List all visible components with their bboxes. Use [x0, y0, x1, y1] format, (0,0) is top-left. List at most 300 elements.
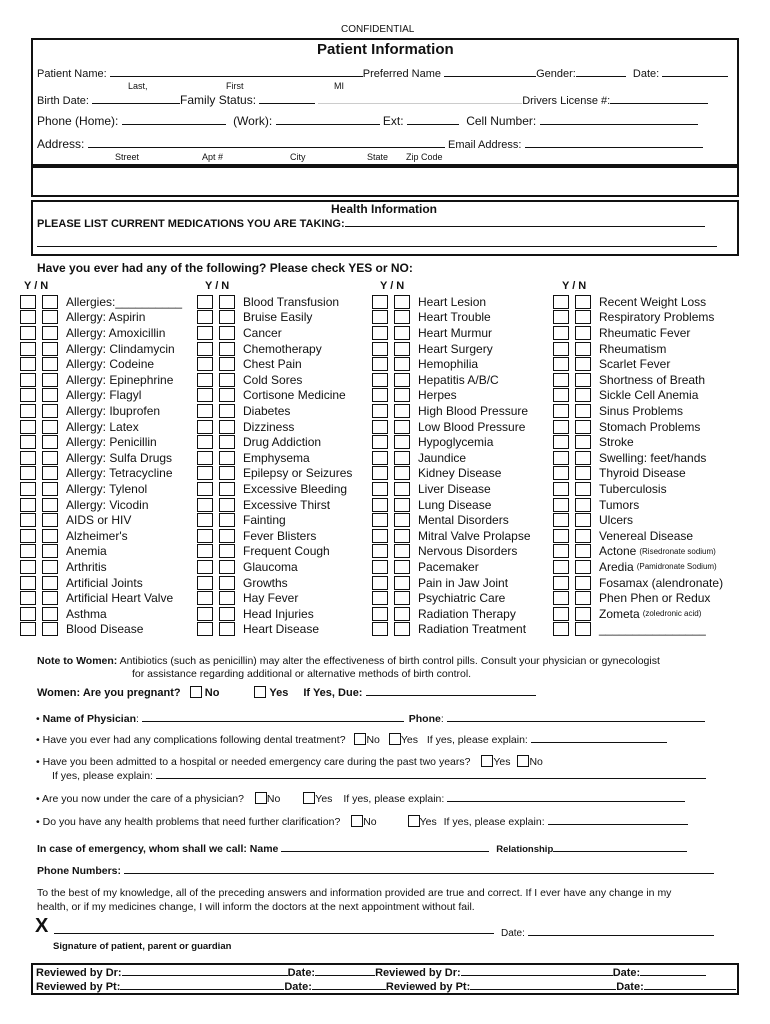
yes-checkbox[interactable]: [553, 466, 569, 480]
condition-label: Actone: [599, 544, 637, 559]
q1-explain-field[interactable]: [531, 733, 667, 743]
yes-checkbox[interactable]: [197, 529, 213, 543]
no-checkbox[interactable]: [219, 622, 235, 636]
yes-checkbox[interactable]: [20, 404, 36, 418]
review-dr2-date-field[interactable]: [640, 966, 706, 976]
drivers-license-field[interactable]: [610, 94, 708, 104]
no-checkbox[interactable]: [42, 295, 58, 309]
yes-checkbox[interactable]: [372, 560, 388, 574]
condition-label: Heart Lesion: [418, 294, 487, 309]
condition-label: Artificial Joints: [66, 575, 143, 590]
no-checkbox[interactable]: [219, 435, 235, 449]
no-checkbox[interactable]: [575, 310, 591, 324]
no-checkbox[interactable]: [219, 373, 235, 387]
yes-checkbox[interactable]: [20, 622, 36, 636]
address-row: [37, 137, 703, 151]
no-checkbox[interactable]: [394, 420, 410, 434]
signature-date-field[interactable]: [528, 926, 714, 936]
no-checkbox[interactable]: [394, 560, 410, 574]
no-checkbox[interactable]: [219, 451, 235, 465]
condition-row: [372, 512, 509, 528]
condition-label: Bruise Easily: [243, 310, 313, 325]
review-pt-field[interactable]: [120, 980, 284, 990]
q2-no-checkbox[interactable]: [517, 755, 529, 767]
condition-label: Mental Disorders: [418, 513, 509, 528]
yes-checkbox[interactable]: [20, 388, 36, 402]
yes-checkbox[interactable]: [197, 560, 213, 574]
no-checkbox[interactable]: [394, 591, 410, 605]
no-checkbox[interactable]: [219, 388, 235, 402]
emergency-row: [37, 842, 687, 855]
no-checkbox[interactable]: [42, 466, 58, 480]
yes-checkbox[interactable]: [372, 591, 388, 605]
yes-checkbox[interactable]: [372, 466, 388, 480]
physician-phone-field[interactable]: [447, 712, 705, 722]
yes-checkbox[interactable]: [197, 342, 213, 356]
condition-label: Lung Disease: [418, 497, 492, 512]
no-checkbox[interactable]: [394, 466, 410, 480]
no-checkbox[interactable]: [575, 622, 591, 636]
condition-label: Head Injuries: [243, 606, 314, 621]
condition-label: Nervous Disorders: [418, 544, 518, 559]
no-checkbox[interactable]: [575, 404, 591, 418]
yes-checkbox[interactable]: [553, 576, 569, 590]
no-checkbox[interactable]: [219, 591, 235, 605]
physician-field[interactable]: [142, 712, 404, 722]
no-checkbox[interactable]: [575, 498, 591, 512]
yes-checkbox[interactable]: [20, 482, 36, 496]
q3-no-checkbox[interactable]: [255, 792, 267, 804]
no-checkbox[interactable]: [575, 451, 591, 465]
signature-x: X: [35, 915, 49, 937]
no-checkbox[interactable]: [575, 295, 591, 309]
yes-checkbox[interactable]: [553, 357, 569, 371]
no-checkbox[interactable]: [219, 310, 235, 324]
no-checkbox[interactable]: [42, 342, 58, 356]
no-checkbox[interactable]: [219, 342, 235, 356]
yes-checkbox[interactable]: [20, 529, 36, 543]
yes-checkbox[interactable]: [372, 310, 388, 324]
yes-checkbox[interactable]: [372, 482, 388, 496]
no-checkbox[interactable]: [219, 544, 235, 558]
yes-checkbox[interactable]: [197, 513, 213, 527]
yes-checkbox[interactable]: [372, 342, 388, 356]
yes-checkbox[interactable]: [20, 373, 36, 387]
q4-explain-field[interactable]: [548, 815, 688, 825]
q1-text: Have you ever had any complications following dental treatment?: [42, 734, 346, 746]
no-checkbox[interactable]: [42, 544, 58, 558]
condition-label: Allergy: Clindamycin: [66, 341, 175, 356]
yes-checkbox[interactable]: [197, 544, 213, 558]
condition-row: [553, 434, 634, 450]
no-checkbox[interactable]: [42, 529, 58, 543]
q3-yes-checkbox[interactable]: [303, 792, 315, 804]
condition-label: Respiratory Problems: [599, 310, 715, 325]
yes-checkbox[interactable]: [20, 435, 36, 449]
review-pt2-field[interactable]: [470, 980, 616, 990]
yes-checkbox[interactable]: [553, 404, 569, 418]
q1-no-checkbox[interactable]: [354, 733, 366, 745]
review-dr-label: Reviewed by Dr:: [36, 967, 122, 979]
no-checkbox[interactable]: [42, 357, 58, 371]
condition-row: [372, 590, 505, 606]
no-checkbox[interactable]: [575, 560, 591, 574]
condition-row: [197, 341, 322, 357]
yes-checkbox[interactable]: [197, 498, 213, 512]
no-checkbox[interactable]: [219, 576, 235, 590]
condition-row: [372, 481, 491, 497]
condition-row: [372, 419, 525, 435]
yes-checkbox[interactable]: [553, 435, 569, 449]
relationship-field[interactable]: [553, 842, 687, 852]
yes-checkbox[interactable]: [20, 591, 36, 605]
no-checkbox[interactable]: [42, 513, 58, 527]
patient-name-row: [37, 67, 728, 80]
condition-row: [372, 403, 528, 419]
no-checkbox[interactable]: [219, 326, 235, 340]
phone-numbers-row: [37, 864, 714, 877]
birth-date-field[interactable]: [92, 94, 180, 104]
review-dr2-field[interactable]: [461, 966, 613, 976]
emergency-label: In case of emergency, whom shall we call: Name: [37, 843, 279, 855]
date-field[interactable]: [662, 67, 728, 77]
yes-checkbox[interactable]: [553, 295, 569, 309]
condition-row: [553, 356, 670, 372]
drivers-license-label: Drivers License #:: [522, 95, 611, 107]
yes-checkbox[interactable]: [372, 529, 388, 543]
condition-label: Excessive Bleeding: [243, 481, 348, 496]
no-checkbox[interactable]: [575, 544, 591, 558]
yes-checkbox[interactable]: [553, 482, 569, 496]
preferred-name-field[interactable]: [444, 67, 536, 77]
no-checkbox[interactable]: [575, 591, 591, 605]
no-checkbox[interactable]: [575, 326, 591, 340]
yes-checkbox[interactable]: [372, 420, 388, 434]
no-checkbox[interactable]: [42, 622, 58, 636]
bullet-icon: •: [36, 734, 40, 746]
no-checkbox[interactable]: [575, 357, 591, 371]
first-sub: First: [226, 81, 244, 91]
no-checkbox[interactable]: [42, 388, 58, 402]
ext-field[interactable]: [407, 115, 459, 125]
no-checkbox[interactable]: [394, 498, 410, 512]
yes-checkbox[interactable]: [20, 451, 36, 465]
yes-checkbox[interactable]: [372, 326, 388, 340]
no-checkbox[interactable]: [219, 529, 235, 543]
condition-label: Pacemaker: [418, 559, 479, 574]
no-checkbox[interactable]: [575, 482, 591, 496]
no-checkbox[interactable]: [575, 342, 591, 356]
condition-label: Blood Transfusion: [243, 294, 340, 309]
condition-row: [20, 559, 107, 575]
no-checkbox[interactable]: [575, 373, 591, 387]
medications-field[interactable]: [345, 217, 705, 227]
no-checkbox[interactable]: [394, 373, 410, 387]
yes-checkbox[interactable]: [197, 482, 213, 496]
condition-row: [197, 544, 330, 560]
condition-label: Tumors: [599, 497, 640, 512]
condition-label: Rheumatic Fever: [599, 325, 691, 340]
yes-checkbox[interactable]: [553, 529, 569, 543]
condition-label: Allergy: Penicillin: [66, 435, 157, 450]
no-checkbox[interactable]: [394, 576, 410, 590]
q3-text: Are you now under the care of a physician?: [42, 793, 244, 805]
cell-label: Cell Number:: [466, 114, 537, 128]
gender-field[interactable]: [576, 67, 626, 77]
condition-row: [553, 466, 686, 482]
yes-checkbox[interactable]: [372, 513, 388, 527]
signature-label: Signature of patient, parent or guardian: [53, 941, 232, 952]
phone-numbers-field[interactable]: [124, 864, 714, 874]
yes-checkbox[interactable]: [197, 451, 213, 465]
yes-checkbox[interactable]: [20, 420, 36, 434]
no-checkbox[interactable]: [575, 388, 591, 402]
review-pt2-label: Reviewed by Pt:: [385, 981, 471, 993]
condition-row: [553, 481, 667, 497]
review-pt-label: Reviewed by Pt:: [36, 981, 121, 993]
q1-yes-checkbox[interactable]: [389, 733, 401, 745]
yes-checkbox[interactable]: [197, 576, 213, 590]
yes-checkbox[interactable]: [197, 388, 213, 402]
state-sub: State: [367, 152, 389, 162]
q3-explain-field[interactable]: [447, 792, 685, 802]
no-checkbox[interactable]: [394, 326, 410, 340]
condition-label: Cancer: [243, 325, 282, 340]
yes-checkbox[interactable]: [20, 607, 36, 621]
condition-label: Chest Pain: [243, 357, 302, 372]
yes-checkbox[interactable]: [197, 373, 213, 387]
signature-date-row: [501, 926, 714, 939]
no-checkbox[interactable]: [219, 466, 235, 480]
yes-checkbox[interactable]: [372, 388, 388, 402]
condition-row: [372, 388, 457, 404]
cell-field[interactable]: [540, 115, 698, 125]
no-checkbox[interactable]: [394, 544, 410, 558]
no-checkbox[interactable]: [394, 607, 410, 621]
q2-row: [36, 755, 543, 768]
no-checkbox[interactable]: [42, 576, 58, 590]
review-pt2-date-field[interactable]: [644, 980, 736, 990]
address-label: Address:: [37, 137, 85, 151]
condition-row: [197, 325, 282, 341]
no-checkbox[interactable]: [575, 529, 591, 543]
condition-row: [553, 512, 633, 528]
no-checkbox[interactable]: [42, 498, 58, 512]
condition-label: Aredia: [599, 559, 634, 574]
no-checkbox[interactable]: [42, 310, 58, 324]
yes-checkbox[interactable]: [197, 591, 213, 605]
no-checkbox[interactable]: [219, 607, 235, 621]
yes-checkbox[interactable]: [553, 544, 569, 558]
review-dr-field[interactable]: [122, 966, 288, 976]
condition-row: [20, 528, 128, 544]
no-checkbox[interactable]: [42, 404, 58, 418]
no-checkbox[interactable]: [219, 498, 235, 512]
no-checkbox[interactable]: [394, 435, 410, 449]
condition-row: [20, 466, 173, 482]
no-checkbox[interactable]: [575, 435, 591, 449]
yes-checkbox[interactable]: [553, 591, 569, 605]
no-checkbox[interactable]: [575, 466, 591, 480]
review-pt-row: [36, 980, 736, 993]
no-checkbox[interactable]: [394, 357, 410, 371]
yes-checkbox[interactable]: [372, 357, 388, 371]
yes-checkbox[interactable]: [372, 404, 388, 418]
yes-checkbox[interactable]: [20, 498, 36, 512]
yes-checkbox[interactable]: [20, 295, 36, 309]
yes-checkbox[interactable]: [197, 622, 213, 636]
email-field[interactable]: [525, 138, 703, 148]
pregnant-no-label: No: [204, 687, 220, 699]
condition-row: [20, 544, 107, 560]
phone-home-label: Phone (Home):: [37, 114, 119, 128]
no-checkbox[interactable]: [219, 420, 235, 434]
yes-checkbox[interactable]: [20, 326, 36, 340]
q4-yes-checkbox[interactable]: [408, 815, 420, 827]
yes-checkbox[interactable]: [553, 388, 569, 402]
yes-checkbox[interactable]: [197, 607, 213, 621]
no-checkbox[interactable]: [42, 591, 58, 605]
no-checkbox[interactable]: [575, 607, 591, 621]
no-checkbox[interactable]: [219, 295, 235, 309]
yes-checkbox[interactable]: [197, 435, 213, 449]
no-checkbox[interactable]: [42, 420, 58, 434]
no-checkbox[interactable]: [42, 482, 58, 496]
yes-checkbox[interactable]: [372, 576, 388, 590]
condition-label: Sinus Problems: [599, 403, 684, 418]
condition-row: [20, 310, 145, 326]
preferred-name-label: Preferred Name: [362, 68, 442, 80]
yes-checkbox[interactable]: [372, 435, 388, 449]
pregnant-yes-checkbox[interactable]: [254, 686, 266, 698]
yes-checkbox[interactable]: [197, 466, 213, 480]
q4-no-checkbox[interactable]: [351, 815, 363, 827]
yes-checkbox[interactable]: [197, 357, 213, 371]
no-checkbox[interactable]: [575, 576, 591, 590]
yes-checkbox[interactable]: [372, 373, 388, 387]
condition-label: Stroke: [599, 435, 634, 450]
yn-header-1: Y / N: [24, 280, 49, 292]
yes-checkbox[interactable]: [553, 373, 569, 387]
yes-checkbox[interactable]: [197, 310, 213, 324]
no-checkbox[interactable]: [219, 357, 235, 371]
q3-explain-label: If yes, please explain:: [343, 793, 445, 805]
condition-label: AIDS or HIV: [66, 513, 132, 528]
phone-work-field[interactable]: [276, 115, 380, 125]
no-checkbox[interactable]: [219, 513, 235, 527]
yes-checkbox[interactable]: [20, 513, 36, 527]
yes-checkbox[interactable]: [372, 544, 388, 558]
no-checkbox[interactable]: [42, 326, 58, 340]
no-checkbox[interactable]: [219, 404, 235, 418]
no-checkbox[interactable]: [394, 295, 410, 309]
yes-checkbox[interactable]: [20, 544, 36, 558]
yes-checkbox[interactable]: [372, 295, 388, 309]
yes-checkbox[interactable]: [197, 420, 213, 434]
yes-checkbox[interactable]: [553, 607, 569, 621]
yes-checkbox[interactable]: [372, 498, 388, 512]
no-checkbox[interactable]: [394, 404, 410, 418]
yes-checkbox[interactable]: [197, 295, 213, 309]
condition-label: Arthritis: [66, 559, 107, 574]
yes-checkbox[interactable]: [553, 342, 569, 356]
q2-yes-checkbox[interactable]: [481, 755, 493, 767]
review-dr-date-field[interactable]: [315, 966, 375, 976]
yes-checkbox[interactable]: [20, 357, 36, 371]
no-checkbox[interactable]: [394, 482, 410, 496]
no-checkbox[interactable]: [575, 513, 591, 527]
address-field[interactable]: [88, 138, 445, 148]
condition-row: [197, 356, 302, 372]
condition-label: Kidney Disease: [418, 466, 502, 481]
no-checkbox[interactable]: [394, 513, 410, 527]
yes-checkbox[interactable]: [372, 607, 388, 621]
yes-checkbox[interactable]: [20, 466, 36, 480]
no-checkbox[interactable]: [394, 451, 410, 465]
no-checkbox[interactable]: [394, 342, 410, 356]
condition-row: [372, 450, 466, 466]
phone-numbers-label: Phone Numbers:: [37, 865, 122, 877]
no-checkbox[interactable]: [394, 388, 410, 402]
no-checkbox[interactable]: [575, 420, 591, 434]
signature-field[interactable]: [54, 933, 494, 934]
emergency-name-field[interactable]: [281, 842, 489, 852]
patient-name-field[interactable]: [110, 67, 363, 77]
medications-line-2[interactable]: [37, 246, 717, 247]
q1-explain-label: If yes, please explain:: [426, 734, 528, 746]
no-checkbox[interactable]: [42, 560, 58, 574]
yes-checkbox[interactable]: [372, 622, 388, 636]
q2-explain-field[interactable]: [156, 769, 706, 779]
yes-checkbox[interactable]: [553, 326, 569, 340]
pregnant-no-checkbox[interactable]: [190, 686, 202, 698]
condition-row: [553, 606, 701, 622]
condition-label: Herpes: [418, 388, 457, 403]
yes-checkbox[interactable]: [20, 342, 36, 356]
no-checkbox[interactable]: [394, 310, 410, 324]
family-status-field[interactable]: [259, 94, 315, 104]
yes-checkbox[interactable]: [553, 498, 569, 512]
no-checkbox[interactable]: [219, 560, 235, 574]
no-checkbox[interactable]: [219, 482, 235, 496]
yes-checkbox[interactable]: [553, 451, 569, 465]
yes-checkbox[interactable]: [553, 622, 569, 636]
yes-checkbox[interactable]: [553, 513, 569, 527]
no-checkbox[interactable]: [394, 622, 410, 636]
yes-checkbox[interactable]: [197, 326, 213, 340]
yes-checkbox[interactable]: [20, 310, 36, 324]
yes-checkbox[interactable]: [197, 404, 213, 418]
q4-row: [36, 815, 688, 828]
no-checkbox[interactable]: [42, 435, 58, 449]
condition-row: [20, 388, 141, 404]
yes-checkbox[interactable]: [553, 560, 569, 574]
condition-label: Allergy: Tylenol: [66, 481, 148, 496]
yes-checkbox[interactable]: [372, 451, 388, 465]
yes-checkbox[interactable]: [20, 576, 36, 590]
phone-home-field[interactable]: [122, 115, 226, 125]
family-status-extra-field[interactable]: [318, 94, 522, 104]
no-checkbox[interactable]: [42, 373, 58, 387]
no-checkbox[interactable]: [394, 529, 410, 543]
due-field[interactable]: [366, 686, 536, 696]
yes-checkbox[interactable]: [20, 560, 36, 574]
no-checkbox[interactable]: [42, 451, 58, 465]
review-pt-date-field[interactable]: [312, 980, 386, 990]
no-checkbox[interactable]: [42, 607, 58, 621]
yes-checkbox[interactable]: [553, 310, 569, 324]
yes-checkbox[interactable]: [553, 420, 569, 434]
